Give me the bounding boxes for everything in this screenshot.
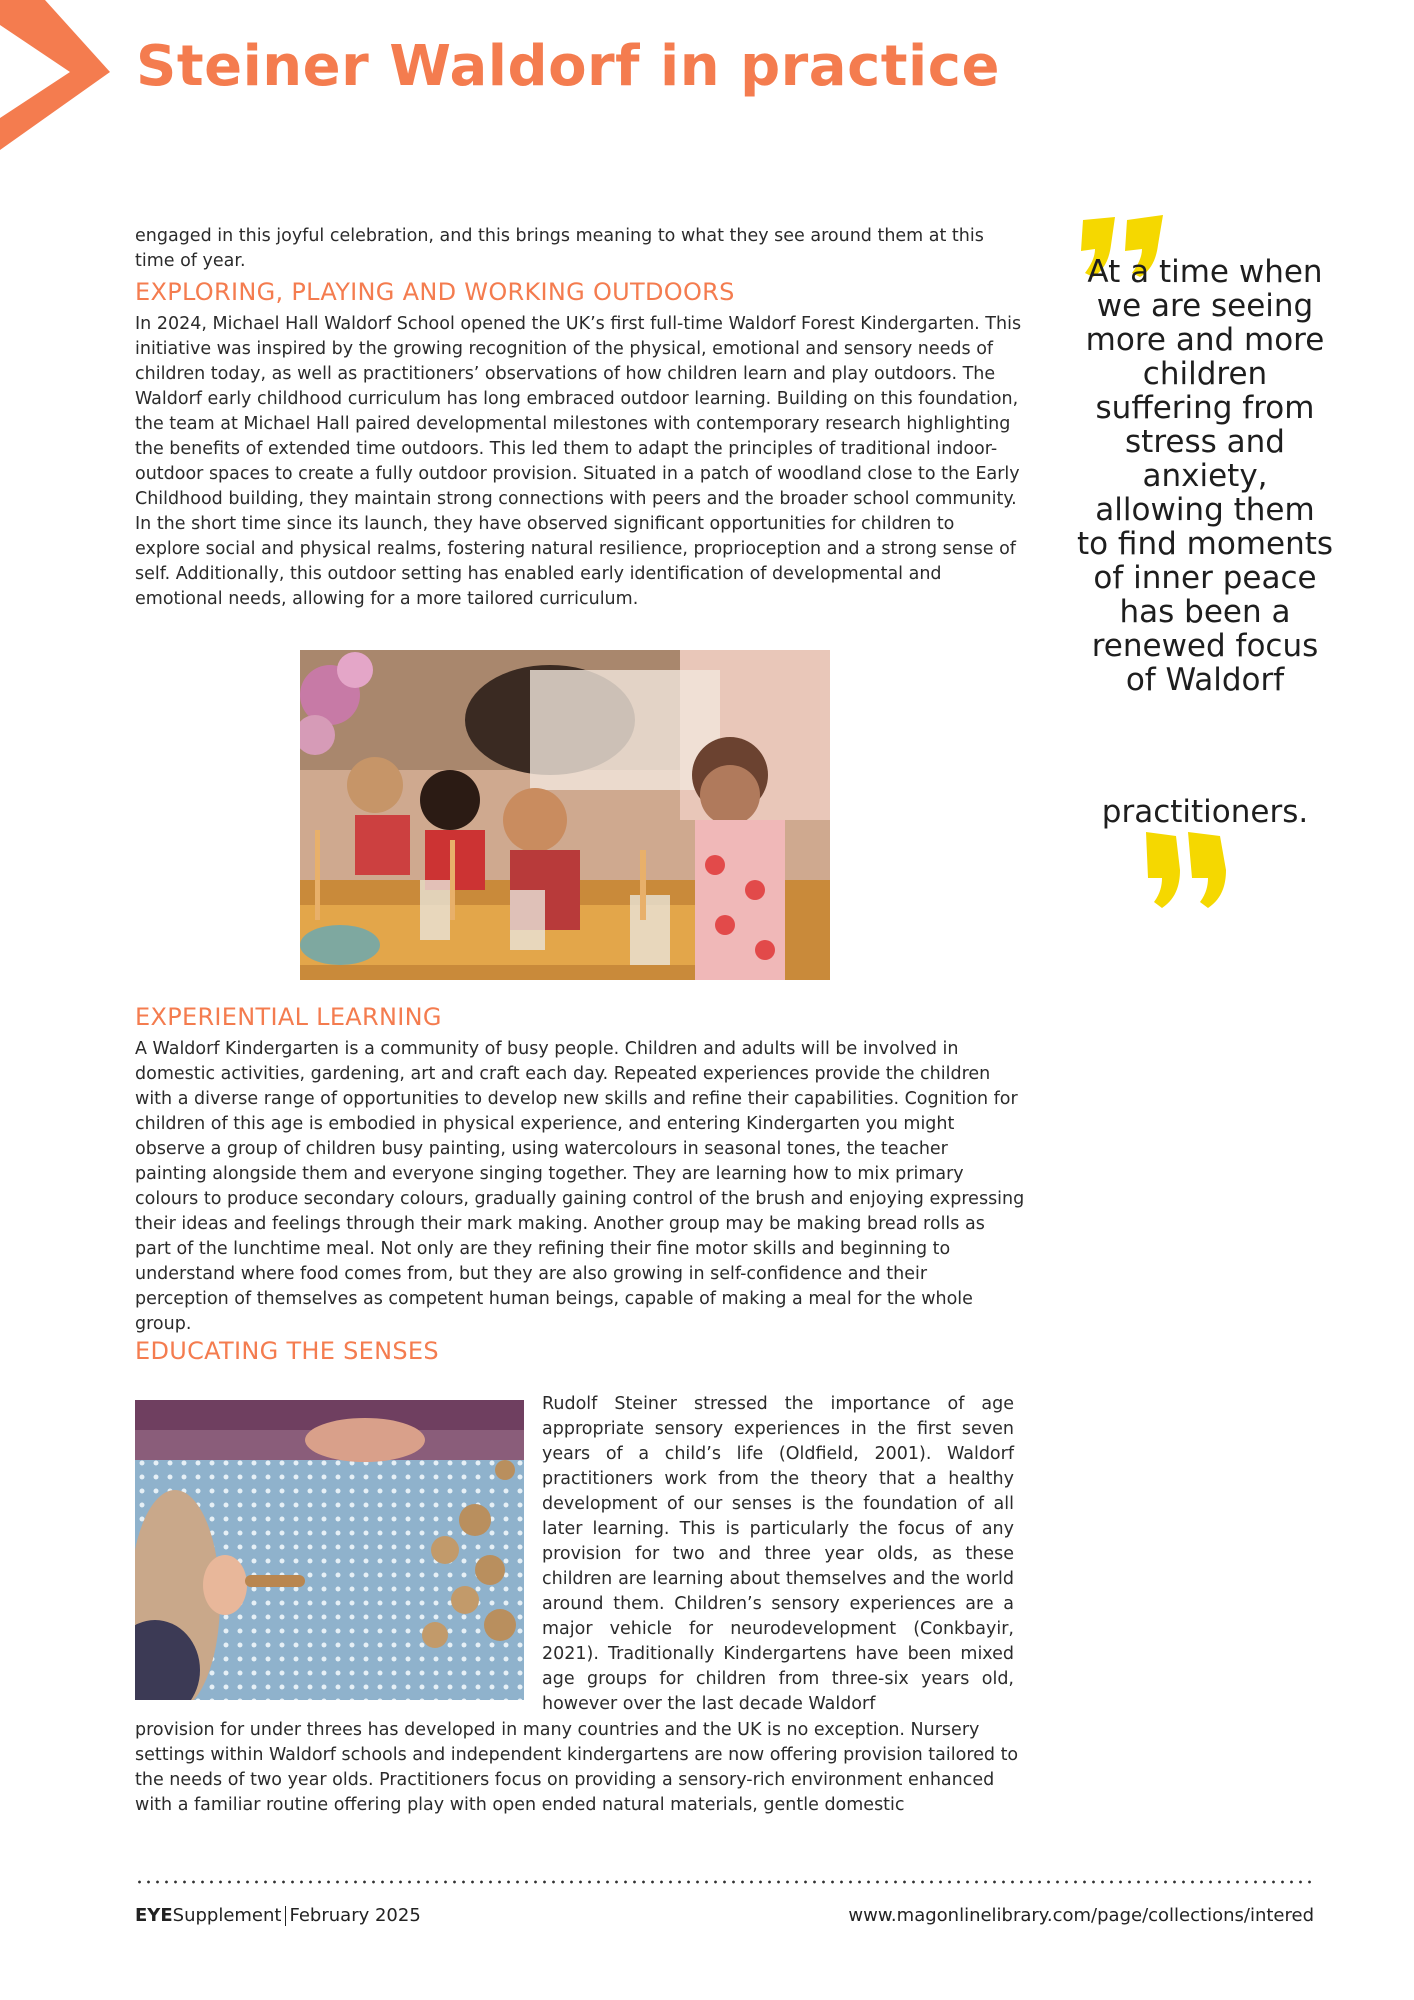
section-body-experiential: A Waldorf Kindergarten is a community of busy people. Children and adults will be involved in domestic activities, gardening, art and craft each day. Repeated experiences provide the children with a diverse range of opportunities to develop new skills and refine their capabilities. Cognition for children of this age is embodied in physical experience, and entering Kindergarten you might observe a group of children busy painting, using watercolours in seasonal tones, the teacher painting alongside them and everyone singing together. They are learning how to mix primary colours to produce secondary colours, gradually gaining control of the brush and enjoying expressing their ideas and feelings through their mark making. Another group may be making bread rolls as part of the lunchtime meal. Not only are they refining their fine motor skills and beginning to understand where food comes from, but they are also growing in self-confidence and their perception of themselves as competent human beings, capable of making a meal for the whole group. — [135, 1039, 1025, 1334]
section-body-senses-side: Rudolf Steiner stressed the importance of age appropriate sensory experiences in the first seven years of a child’s life (Oldfield, 2001). Waldorf practitioners work from the theory that a healthy development of our senses is the foundation of all later learning. This is particularly the focus of any provision for two and three year olds, as these children are learning about themselves and the world around them. Children’s sensory experiences are a major vehicle for neurodevelopment (Conkbayir, 2021). Traditionally Kindergartens have been mixed age groups for children from three-six years old, however over the last decade Waldorf — [542, 1394, 1014, 1714]
pull-quote — [1075, 215, 1335, 925]
pull-quote-last-word: practitioners. — [1101, 794, 1309, 830]
section-body-senses-full: provision for under threes has developed in many countries and the UK is no exception. Nursery settings within Waldorf schools and independent kindergartens are now offering provision tailored to the needs of two year olds. Practitioners focus on providing a sensory-rich environment enhanced with a familiar routine offering play with open ended natural materials, gentle domestic — [135, 1720, 1019, 1815]
section-heading-experiential: EXPERIENTIAL LEARNING — [135, 1003, 442, 1031]
section-heading-outdoors: EXPLORING, PLAYING AND WORKING OUTDOORS — [135, 278, 735, 306]
footer-date: February 2025 — [289, 1905, 421, 1926]
close-quote-icon — [1140, 830, 1230, 910]
photo-children-painting — [300, 650, 830, 980]
footer-url-link[interactable]: www.magonlinelibrary.com/page/collections/intered — [848, 1905, 1314, 1926]
footer-supplement: Supplement — [172, 1905, 282, 1926]
section-body-outdoors: In 2024, Michael Hall Waldorf School opened the UK’s first full-time Waldorf Forest Kindergarten. This initiative was inspired by the growing recognition of the physical, emotional and sensory needs of children today, as well as practitioners’ observations of how children learn and play outdoors. The Waldorf early childhood curriculum has long embraced outdoor learning. Building on this foundation, the team at Michael Hall paired developmental milestones with contemporary research highlighting the benefits of extended time outdoors. This led them to adapt the principles of traditional indoor-outdoor spaces to create a fully outdoor provision. Situated in a patch of woodland close to the Early Childhood building, they maintain strong connections with peers and the broader school community. In the short time since its launch, they have observed significant opportunities for children to explore social and physical realms, fostering natural resilience, proprioception and a strong sense of self. Additionally, this outdoor setting has enabled early identification of developmental and emotional needs, allowing for a more tailored curriculum. — [135, 314, 1022, 609]
section-heading-senses: EDUCATING THE SENSES — [135, 1337, 439, 1365]
footer-brand: EYE — [135, 1905, 173, 1926]
footer-separator — [285, 1906, 286, 1926]
photo-sensory-play — [135, 1400, 524, 1700]
pull-quote-text: At a time when we are seeing more and more children suffering from stress and anxiety, allowing them to find moments of inner peace has been a renewed focus of Waldorf — [1076, 254, 1334, 698]
intro-paragraph: engaged in this joyful celebration, and this brings meaning to what they see around them at this time of year. — [135, 226, 984, 271]
footer-divider — [135, 1880, 1315, 1884]
footer-publication — [135, 1905, 421, 1926]
chevron-logo-icon — [0, 0, 120, 150]
page-title: Steiner Waldorf in practice — [136, 34, 1000, 99]
